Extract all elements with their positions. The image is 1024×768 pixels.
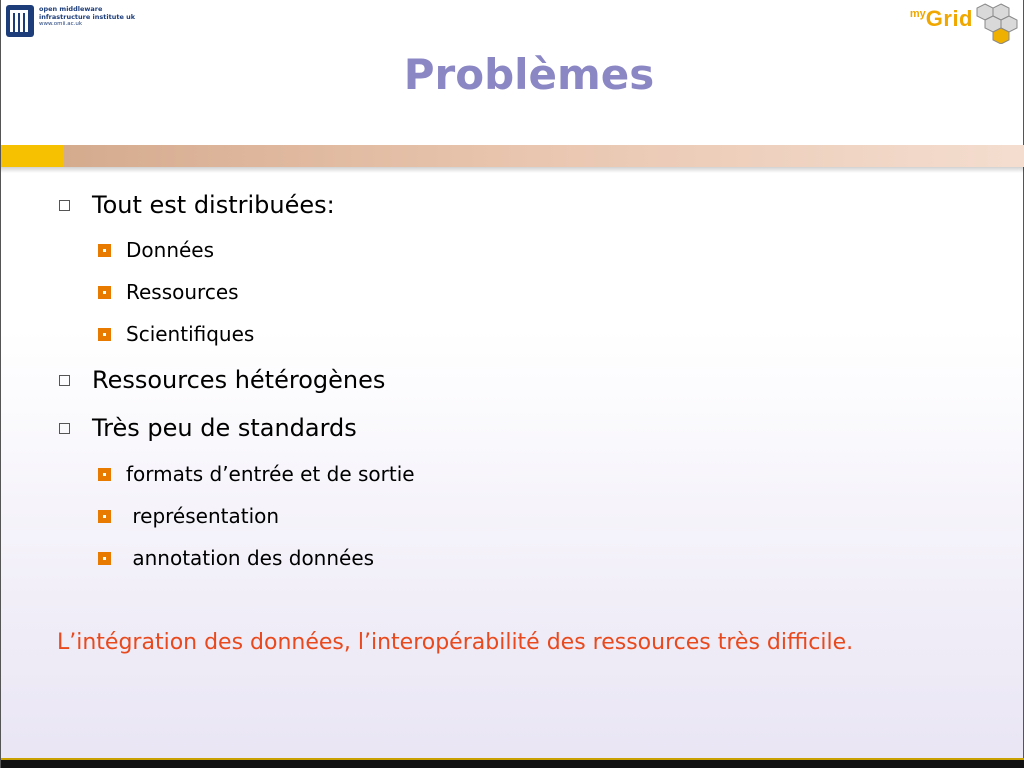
bullet-level1	[59, 191, 335, 219]
bullet-text: Tout est distribuées:	[92, 191, 335, 219]
bullet-text: Données	[126, 238, 215, 262]
orange-square-bullet-icon	[98, 244, 111, 257]
orange-square-bullet-icon	[98, 552, 111, 565]
divider-shadow	[1, 167, 1024, 173]
bullet-level2	[98, 462, 415, 486]
bullet-level2	[98, 280, 239, 304]
bullet-text: Ressources	[126, 280, 239, 304]
bullet-level1	[59, 366, 385, 394]
bullet-level2	[98, 322, 254, 346]
bullet-level1	[59, 414, 357, 442]
orange-square-bullet-icon	[98, 510, 111, 523]
orange-square-bullet-icon	[98, 328, 111, 341]
bullet-text: Très peu de standards	[92, 414, 357, 442]
omii-line2: infrastructure institute uk	[39, 12, 136, 21]
bullet-text: représentation	[126, 504, 280, 528]
bullet-text: annotation des données	[126, 546, 375, 570]
bullet-level2	[98, 546, 374, 570]
mygrid-my: my	[909, 8, 926, 20]
hollow-square-bullet-icon	[59, 200, 70, 211]
mygrid-logo	[910, 6, 973, 32]
mygrid-grid: Grid	[925, 6, 973, 31]
omii-logo-icon	[5, 4, 35, 38]
hexagon-cluster-icon	[975, 2, 1019, 44]
bullet-text: formats d’entrée et de sortie	[126, 462, 415, 486]
bullet-level2	[98, 238, 214, 262]
footer-bar	[1, 760, 1024, 768]
title-divider-bar	[64, 145, 1024, 167]
bullet-text: Scientifiques	[126, 322, 255, 346]
omii-logo-text	[39, 6, 135, 29]
orange-square-bullet-icon	[98, 286, 111, 299]
hollow-square-bullet-icon	[59, 423, 70, 434]
omii-url: www.omii.ac.uk	[39, 21, 83, 27]
bullet-level2	[98, 504, 279, 528]
title-accent-bar	[1, 145, 64, 167]
page-title: Problèmes	[403, 50, 655, 99]
orange-square-bullet-icon	[98, 468, 111, 481]
hollow-square-bullet-icon	[59, 375, 70, 386]
omii-line1: open middleware	[39, 5, 103, 13]
conclusion-text: L’intégration des données, l’interopérabilité des ressources très difficile.	[57, 630, 854, 655]
bullet-text: Ressources hétérogènes	[92, 366, 386, 394]
